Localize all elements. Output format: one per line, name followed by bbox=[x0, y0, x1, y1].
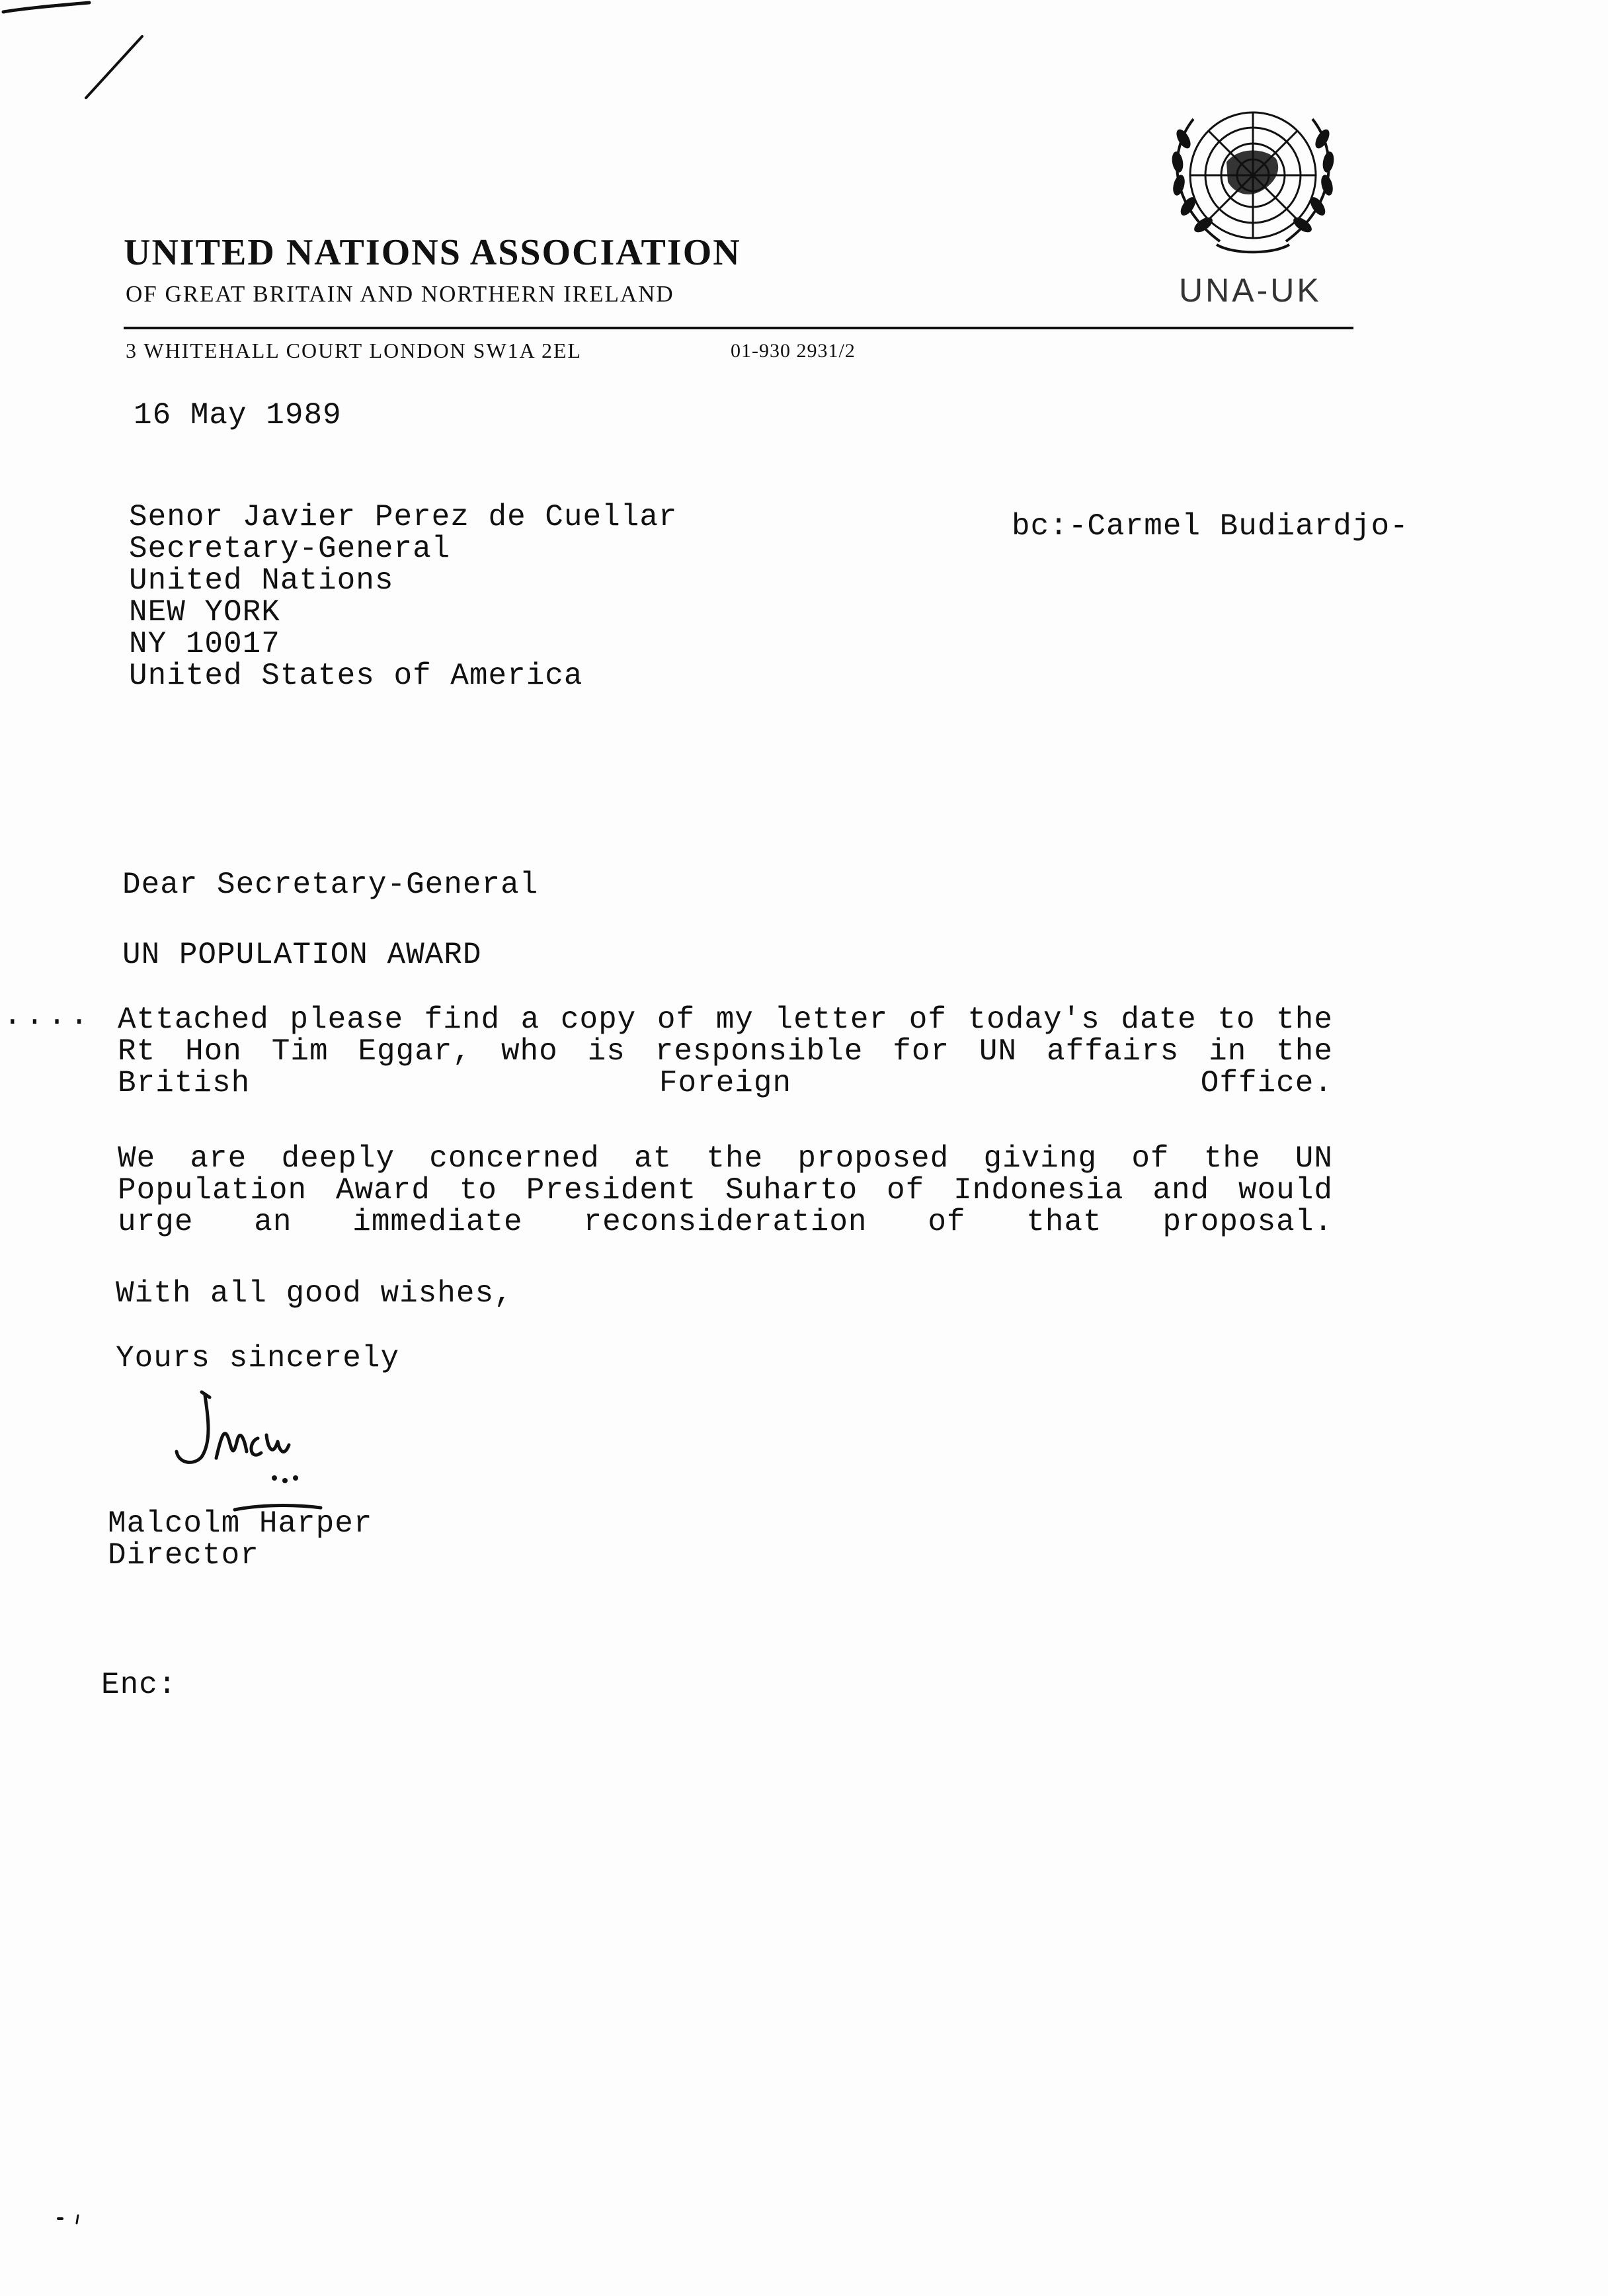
organisation-name: UNITED NATIONS ASSOCIATION bbox=[124, 232, 741, 273]
recipient-line: Senor Javier Perez de Cuellar bbox=[129, 500, 678, 534]
closing-line: With all good wishes, bbox=[116, 1276, 513, 1311]
scan-mark-decoration bbox=[53, 2209, 93, 2229]
signatory-block bbox=[108, 1508, 372, 1571]
letterhead-address: 3 WHITEHALL COURT LONDON SW1A 2EL bbox=[126, 339, 583, 362]
signatory-name: Malcolm Harper bbox=[108, 1506, 373, 1541]
bcc-note: bc:-Carmel Budiardjo- bbox=[1012, 509, 1409, 544]
recipient-line: Secretary-General bbox=[129, 532, 451, 566]
pen-mark-decoration bbox=[0, 0, 172, 119]
recipient-line: United Nations bbox=[129, 563, 394, 598]
handwritten-signature bbox=[169, 1379, 367, 1511]
margin-mark: .... bbox=[3, 999, 93, 1033]
recipient-address bbox=[129, 501, 678, 692]
una-uk-logo-text: UNA-UK bbox=[1179, 272, 1322, 309]
organisation-subtitle: OF GREAT BRITAIN AND NORTHERN IRELAND bbox=[126, 281, 674, 307]
un-emblem-logo bbox=[1154, 93, 1352, 271]
salutation: Dear Secretary-General bbox=[122, 868, 539, 902]
signatory-title: Director bbox=[108, 1538, 259, 1573]
letterhead-divider bbox=[124, 327, 1353, 329]
recipient-line: NEW YORK bbox=[129, 595, 280, 630]
body-paragraph: Attached please find a copy of my letter of today's date to the Rt Hon Tim Eggar, who is responsible for UN affairs in the British Foreign Office. bbox=[118, 1003, 1333, 1100]
enclosure-note: Enc: bbox=[101, 1668, 177, 1702]
sign-off: Yours sincerely bbox=[116, 1341, 400, 1375]
recipient-line: NY 10017 bbox=[129, 627, 280, 661]
recipient-line: United States of America bbox=[129, 659, 583, 693]
letter-date: 16 May 1989 bbox=[134, 398, 342, 432]
body-paragraph: We are deeply concerned at the proposed giving of the UN Population Award to President Suharto of Indonesia and would urge an immediate reconsideration of that proposal. bbox=[118, 1141, 1333, 1239]
subject-line: UN POPULATION AWARD bbox=[122, 938, 482, 972]
letterhead-phone: 01-930 2931/2 bbox=[731, 340, 856, 362]
